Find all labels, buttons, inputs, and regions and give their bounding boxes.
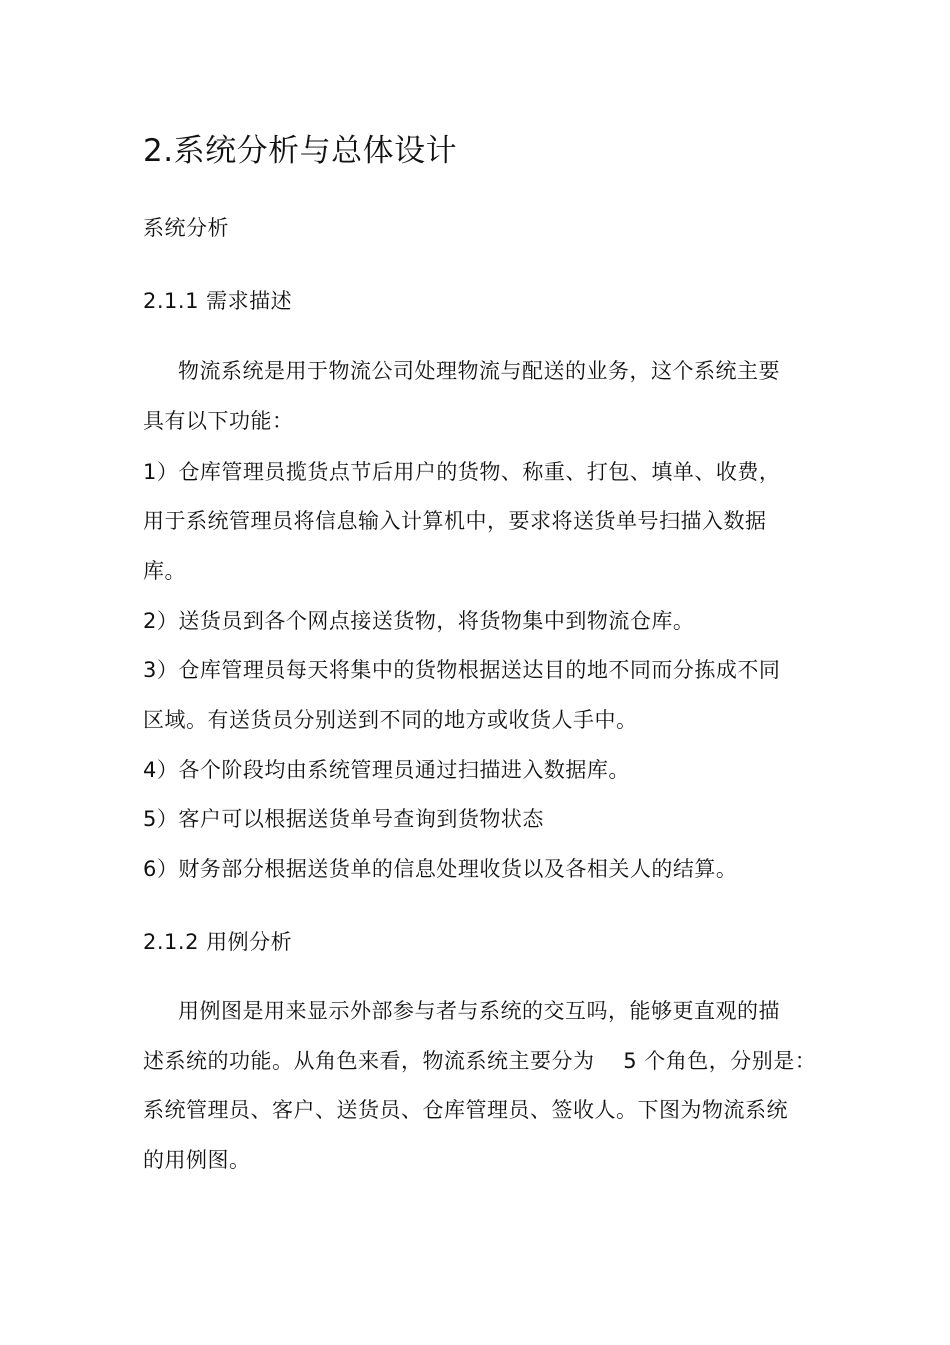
paragraph-line: 系统管理员、客户、送货员、仓库管理员、签收人。下图为物流系统 <box>143 1098 788 1122</box>
paragraph-line: 具有以下功能： <box>143 409 294 433</box>
paragraph-line: 述系统的功能。从角色来看，物流系统主要分为 5 个角色，分别是： <box>143 1049 817 1073</box>
list-item-1-line: 1）仓库管理员揽货点节后用户的货物、称重、打包、填单、收费， <box>143 460 781 484</box>
list-item-1-line: 用于系统管理员将信息输入计算机中，要求将送货单号扫描入数据 <box>143 509 767 533</box>
list-item-2: 2）送货员到各个网点接送货物，将货物集中到物流仓库。 <box>143 609 695 633</box>
paragraph-line: 用例图是用来显示外部参与者与系统的交互吗，能够更直观的描 <box>178 999 780 1023</box>
document-title: 2.系统分析与总体设计 <box>143 133 458 169</box>
list-item-3-line: 3）仓库管理员每天将集中的货物根据送达目的地不同而分拣成不同 <box>143 658 781 682</box>
list-item-1-line: 库。 <box>143 559 186 583</box>
list-item-5: 5）客户可以根据送货单号查询到货物状态 <box>143 807 544 831</box>
list-item-3-line: 区域。有送货员分别送到不同的地方或收货人手中。 <box>143 708 638 732</box>
subsection-heading-2-1-1: 2.1.1 需求描述 <box>143 289 293 313</box>
section-label: 系统分析 <box>143 216 229 240</box>
list-item-4: 4）各个阶段均由系统管理员通过扫描进入数据库。 <box>143 758 630 782</box>
list-item-6: 6）财务部分根据送货单的信息处理收货以及各相关人的结算。 <box>143 857 738 881</box>
subsection-heading-2-1-2: 2.1.2 用例分析 <box>143 930 293 954</box>
paragraph-line: 的用例图。 <box>143 1148 251 1172</box>
paragraph-line: 物流系统是用于物流公司处理物流与配送的业务，这个系统主要 <box>178 359 780 383</box>
